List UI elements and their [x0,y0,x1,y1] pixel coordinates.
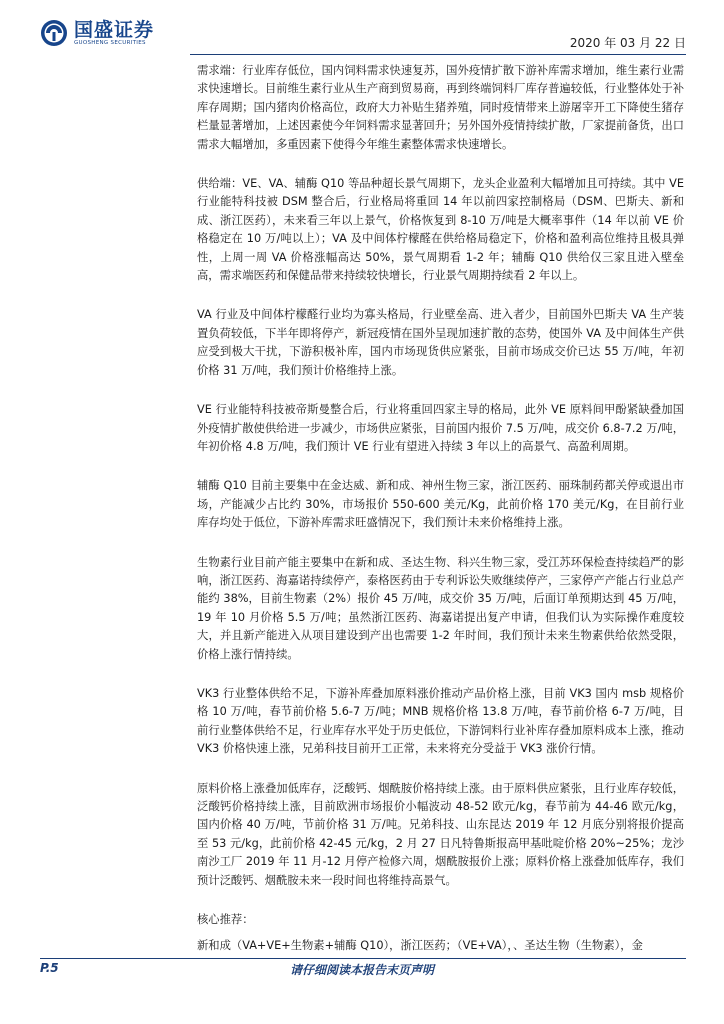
paragraph-va: VA 行业及中间体柠檬醛行业均为寡头格局，行业壁垒高、进入者少，目前国外巴斯夫 VA 生产装置负荷较低，下半年即将停产，新冠疫情在国外呈现加速扩散的态势，使国外 VA 及中间体生产供应受到极大干扰，下游积极补库，国内市场现货供应紧张，目前市场成交价已达 55 万/吨，年初价格 31 万/吨，我们预计价格维持上涨。 [197,308,684,377]
report-date: 2020 年 03 月 22 日 [569,36,686,50]
paragraph-demand-side: 需求端：行业库存低位，国内饲料需求快速复苏，国外疫情扩散下游补库需求增加，维生素行业需求快速增长。目前维生素行业从生产商到贸易商，再到终端饲料厂库存普遍较低，行业整体处于补库存周期；国内猪肉价格高位，政府大力补贴生猪养殖，同时疫情带来上游屠宰开工下降使生猪存栏量显著增加，上述因素使今年饲料需求显著回升；另外国外疫情持续扩散，厂家提前备货，出口需求大幅增加，多重因素下使得今年维生素整体需求快速增长。 [197,64,684,151]
paragraph-coq10: 辅酶 Q10 目前主要集中在金达威、新和成、神州生物三家，浙江医药、丽珠制药都关停或退出市场，产能减少占比约 30%，市场报价 550-600 美元/Kg，此前价格 170 美元/Kg，在目前行业库存均处于低位，下游补库需求旺盛情况下，我们预计未来价格维持上涨。 [197,479,684,530]
page-header [0,0,724,60]
paragraph-calcium-pantothenate: 原料价格上涨叠加低库存，泛酸钙、烟酰胺价格持续上涨。由于原料供应紧张，且行业库存较低，泛酸钙价格持续上涨，目前欧洲市场报价小幅波动 48-52 欧元/kg，春节前为 44-46 欧元/kg，国内价格 40 万/吨，节前价格 31 万/吨。兄弟科技、山东昆达 2019 年 12 月底分别将报价提高至 53 元/kg，此前价格 42-45 元/kg，2 月 27 日凡特鲁斯报高甲基吡啶价格 20%~25%；龙沙南沙工厂 2019 年 11 月-12 月停产检修六周，烟酰胺报价上涨；原料价格上涨叠加低库存，我们预计泛酸钙、烟酰胺未来一段时间也将维持高景气。 [197,781,684,887]
logo-chinese-name: 国盛证券 [74,18,155,41]
guosheng-logo-icon [40,19,68,47]
header-divider [190,54,686,55]
footer-divider [40,958,686,959]
paragraph-ve: VE 行业能特科技被帝斯曼整合后，行业将重回四家主导的格局，此外 VE 原料间甲酚紧缺叠加国外疫情扩散使供给进一步减少，市场供应紧张，目前国内报价 7.5 万/吨，成交价 6.8-7.2 万/吨，年初价格 4.8 万/吨，我们预计 VE 行业有望进入持续 3 年以上的高景气、高盈利周期。 [197,403,684,453]
company-logo [40,19,154,47]
paragraph-supply-side: 供给端：VE、VA、辅酶 Q10 等品种超长景气周期下，龙头企业盈利大幅增加且可持续。其中 VE 行业能特科技被 DSM 整合后，行业格局将重回 14 年以前四家控制格局（DSM、巴斯夫、新和成、浙江医药），未来看三年以上景气，价格恢复到 8-10 万/吨是大概率事件（14 年以前 VE 价格稳定在 10 万/吨以上）；VA 及中间体柠檬醛在供给格局稳定下，价格和盈利高位维持且极具弹性，上周一周 VA 价格涨幅高达 50%，景气周期看 1-2 年；辅酶 Q10 供给仅三家且进入壁垒高，需求端医药和保健品带来持续较快增长，行业景气周期持续看 2 年以上。 [197,177,684,283]
paragraph-vk3: VK3 行业整体供给不足，下游补库叠加原料涨价推动产品价格上涨，目前 VK3 国内 msb 规格价格 10 万/吨，春节前价格 5.6-7 万/吨；MNB 规格价格 13.8 万/吨，春节前价格 6-7 万/吨，目前行业整体供给不足，行业库存水平处于历史低位，下游饲料行业补库存叠加原料成本上涨，推动 VK3 价格快速上涨，兄弟科技目前开工正常，未来将充分受益于 VK3 涨价行情。 [197,686,684,756]
paragraph-biotin: 生物素行业目前产能主要集中在新和成、圣达生物、科兴生物三家，受江苏环保检查持续趋严的影响，浙江医药、海嘉诺持续停产，泰格医药由于专利诉讼失败继续停产，三家停产产能占行业总产能约 38%，目前生物素（2%）报价 45 万/吨，成交价 35 万/吨，后面订单预期达到 45 万/吨，19 年 10 月价格 5.5 万/吨；虽然浙江医药、海嘉诺提出复产申请，但我们认为实际操作难度较大，并且新产能进入从项目建设到产出也需要 1-2 年时间，我们预计未来生物素供给依然受限，价格上涨行情持续。 [197,555,684,661]
logo-english-name: GUOSHENG SECURITIES [74,39,146,46]
footer-disclaimer: 请仔细阅读本报告末页声明 [289,963,434,977]
report-body [197,62,684,964]
page-number: P.5 [40,961,59,975]
core-recommendation-list: 新和成（VA+VE+生物素+辅酶 Q10），浙江医药；（VE+VA），、圣达生物（生物素），金 [197,939,643,953]
core-recommendation-heading: 核心推荐： [197,913,254,927]
